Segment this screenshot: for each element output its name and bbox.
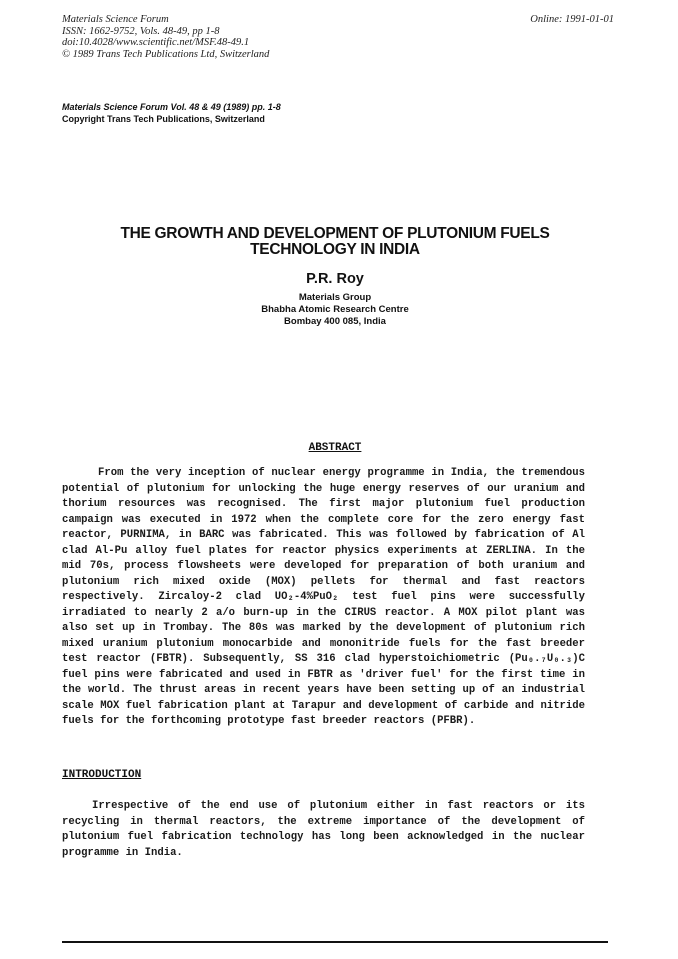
affiliation-group: Materials Group: [298, 292, 372, 303]
title-line-2: TECHNOLOGY IN INDIA: [250, 241, 420, 258]
introduction-text: Irrespective of the end use of plutonium either in fast reactors or its recycling in thermal reactors, the extreme importance of the development of plutonium fuel fabrication technology has long been acknowledged in the nuclear programme in India.: [62, 800, 585, 859]
paper-title: [62, 226, 608, 258]
issn-line: ISSN: 1662-9752, Vols. 48-49, pp 1-8: [62, 25, 220, 37]
title-line-1: THE GROWTH AND DEVELOPMENT OF PLUTONIUM FUELS: [120, 225, 550, 242]
journal-name: Materials Science Forum: [62, 14, 169, 25]
abstract-text: From the very inception of nuclear energy programme in India, the tremendous potential of plutonium for unlocking the huge energy reserves of our uranium and thorium resources was recognised. The first major plutonium fuel production campaign was executed in 1972 when the complete core for the zero energy fast reactor, PURNIMA, in BARC was fabricated. This was followed by fabrication of Al clad Al-Pu alloy fuel plates for reactor physics experiments at ZERLINA. In the mid 70s, process flowsheets were developed for preparation of both uranium and plutonium rich mixed oxide (MOX) pellets for thermal and fast reactors respectively. Zircaloy-2 clad UO₂-4%PuO₂ test fuel pins were successfully irradiated to nearly 2 a/o burn-up in the CIRUS reactor. A MOX pilot plant was also set up in Trombay. The 80s was marked by the development of plutonium rich mixed uranium plutonium monocarbide and mononitride fuels for the fast breeder test reactor (FBTR). Subsequently, SS 316 clad hyperstoichiometric (Pu₀.₇U₀.₃)C fuel pins were fabricated and used in FBTR as 'driver fuel' for the first time in the world. The thrust areas in recent years have been setting up of an industrial scale MOX fuel fabrication plant at Tarapur and development of carbide and nitride fuels for the forthcoming prototype fast breeder reactors (PFBR).: [62, 467, 585, 727]
online-date: Online: 1991-01-01: [530, 14, 614, 25]
affiliation-institution: Bhabha Atomic Research Centre: [261, 304, 409, 315]
citation-block: [62, 101, 281, 125]
copyright-line: © 1989 Trans Tech Publications Ltd, Switzerland: [62, 48, 270, 60]
author-name: P.R. Roy: [306, 271, 364, 287]
doi-line: doi:10.4028/www.scientific.net/MSF.48-49.1: [62, 37, 250, 49]
citation-line: Materials Science Forum Vol. 48 & 49 (1989) pp. 1-8: [62, 102, 281, 112]
abstract-heading: ABSTRACT: [308, 442, 362, 454]
copyright-notice: Copyright Trans Tech Publications, Switzerland: [62, 114, 265, 124]
introduction-heading: INTRODUCTION: [62, 769, 142, 781]
journal-header: [62, 14, 269, 60]
affiliation: [62, 292, 608, 328]
page-divider: [62, 941, 608, 943]
affiliation-address: Bombay 400 085, India: [284, 316, 386, 327]
